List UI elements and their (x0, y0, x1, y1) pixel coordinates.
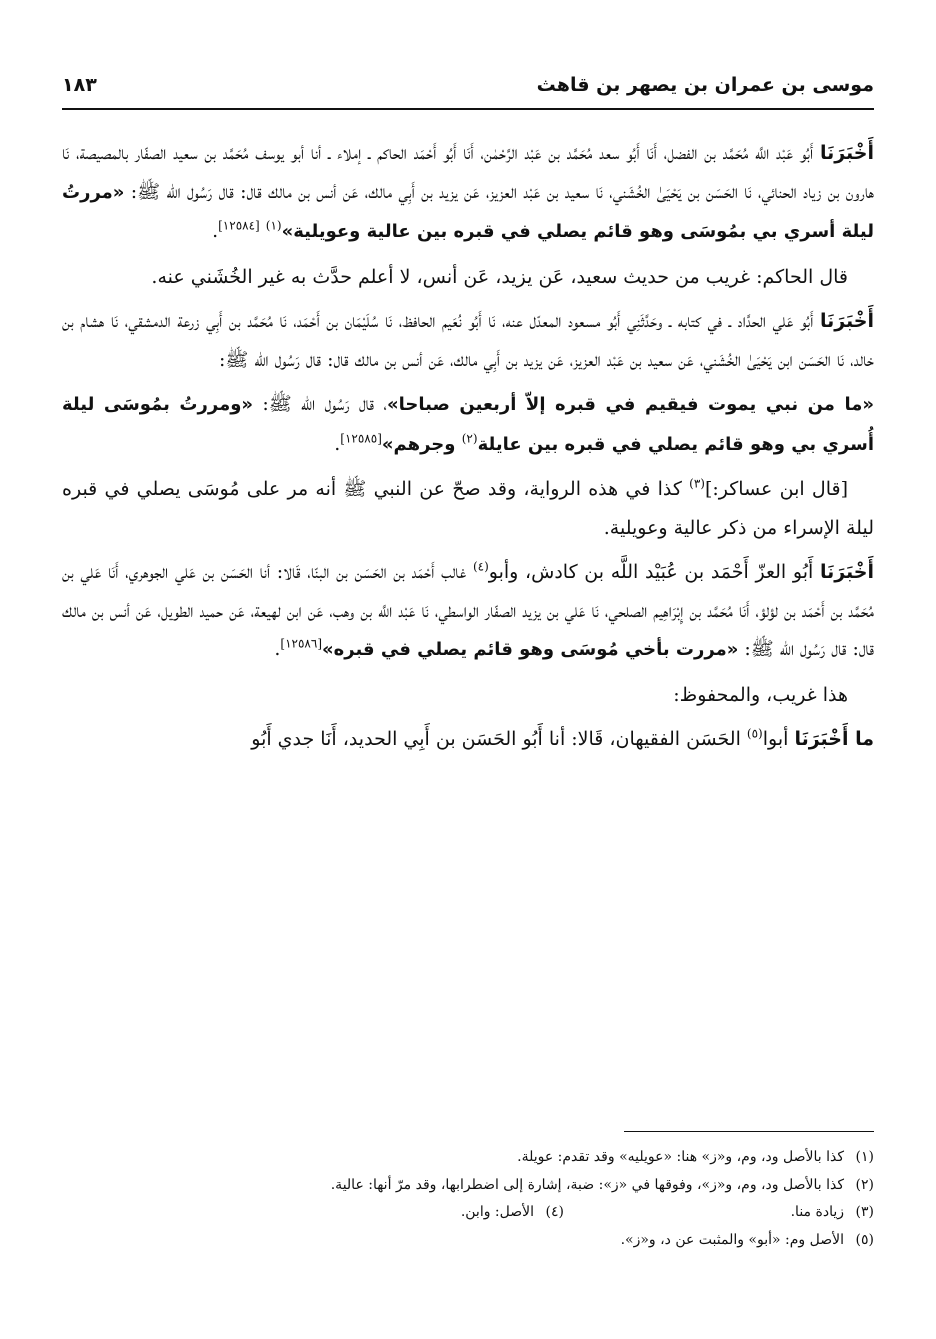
footnote-text: كذا بالأصل ود، وم، و«ز» هنا: «عويليه» وقد تقدم: عويلة. (517, 1149, 844, 1165)
footnote-text: كذا بالأصل ود، وم، و«ز»، وفوقها في «ز»: ضبة، إشارة إلى اضطرابها، وقد مرّ أنها: عالية. (330, 1176, 844, 1193)
footnote-number: (١) (855, 1149, 874, 1165)
hadith-reference: [١٢٥٨٤] (218, 218, 260, 233)
hadith-reference: [١٢٥٨٦] (280, 636, 322, 651)
paragraph-text: غالب أَحْمَد بن الحَسَن بن البنّا، قَالا: أنا الحَسَن بن عَلي الجوهري، أَنَا عَلي بن مُحَمَّد بن أَحْمَد بن لؤلؤ، أَنَا مُحَمَّد بن إِبْرَاهِيم الصلحي، نَا عَلي بن يزيد الصفّار الواسطي، نَا عَبْد اللَّه بن وهب، عَن ابن لهيعة، عَن حميد الطويل، عَن أنس بن مالك قال: قال رَسُول الله ﷺ: (62, 561, 874, 660)
main-text (62, 134, 874, 1134)
isnad-lead: أَخْبَرَنَا (819, 561, 874, 583)
footnote-marker: (٥) (746, 726, 763, 741)
paragraph-text: هذا غريب، والمحفوظ: (673, 683, 848, 706)
paragraph-text: أَبُو عَبْد اللَّه مُحَمَّد بن الفضل، أَنَا أَبُو سعد مُحَمَّد بن عَبْد الرَّحْمٰن، أَنَا أَبُو أَحْمَد الحاكم ـ إملاء ـ أنا أبو يوسف مُحَمَّد بن سعيد الصفّار بالمصيصة، نَا هارون بن زياد الحنائي، نَا الحَسَن بن يَحْيَىٰ الخُشَني، نَا سعيد بن عَبْد العزيز، عَن يزيد بن أَبِي مالك، عَن أنس بن مالك قال: قال رَسُول الله ﷺ: (62, 142, 874, 203)
paragraph-text: ، قال رَسُول الله ﷺ: (253, 393, 388, 415)
paragraph-text: [قال ابن عساكر:] (704, 478, 848, 500)
paragraph-isnad-1: أَخْبَرَنَا أَبُو عَبْد اللَّه مُحَمَّد بن الفضل، أَنَا أَبُو سعد مُحَمَّد بن عَبْد الرَّحْمٰن، أَنَا أَبُو أَحْمَد الحاكم ـ إملاء ـ أنا أبو يوسف مُحَمَّد بن سعيد الصفّار بالمصيصة، نَا هارون بن زياد الحنائي، نَا الحَسَن بن يَحْيَىٰ الخُشَني، نَا سعيد بن عَبْد العزيز، عَن يزيد بن أَبِي مالك، عَن أنس بن مالك قال: قال رَسُول الله ﷺ: «مررتُ ليلة أسري بي بمُوسَى وهو قائم يصلي في قبره بين عالية وعويلية»$^{(١)}$ [١٢٥٨٤]. (62, 142, 874, 242)
footnote (62, 1144, 874, 1172)
page-header (62, 68, 874, 110)
footnotes (62, 1144, 874, 1254)
paragraph-isnad-4 (62, 720, 874, 759)
footnote-text: الأصل: وابن. (460, 1204, 534, 1220)
hadith-text: «ما من نبي يموت فيقيم في قبره إلاّ أربعين صباحا» (387, 394, 874, 415)
paragraph-text: قال الحاكم: غريب من حديث سعيد، عَن يزيد، عَن أنس، لا أعلم حدَّث به غير الخُشَني عنه. (151, 265, 848, 288)
isnad-lead: ما أَخْبَرَنَا (794, 728, 874, 750)
paragraph-isnad-2 (62, 302, 874, 379)
paragraph-comment-3 (62, 676, 874, 715)
running-title: موسى بن عمران بن يصهر بن قاهث (536, 74, 874, 96)
paragraph-comment-1 (62, 258, 874, 297)
page-number: ١٨٣ (62, 74, 97, 96)
footnote-text: الأصل وم: «أبو» والمثبت عن د، و«ز». (620, 1231, 844, 1248)
hadith-text: «مررت بأخي مُوسَى وهو قائم يصلي في قبره» (322, 639, 739, 660)
hadith-reference: [١٢٥٨٥] (340, 431, 382, 446)
footnote (62, 1227, 874, 1255)
paragraph-text: أبوا (762, 728, 795, 750)
paragraph-text: كذا في هذه الرواية، وقد صحّ عن النبي ﷺ أنه مر على مُوسَى يصلي في قبره ليلة الإسراء من ذكر عالية وعويلية. (62, 478, 874, 539)
footnote-number: (٣) (855, 1204, 874, 1220)
footnote-marker: (٣) (689, 476, 705, 491)
paragraph-hadith-2: «ما من نبي يموت فيقيم في قبره إلاّ أربعين صباحا»، قال رَسُول الله ﷺ: «ومررتُ بمُوسَى ليلة أُسري بي وهو قائم يصلي في قبره بين عايلة$^{(٢)}$ وجرهم»[١٢٥٨٥]. (62, 393, 874, 455)
footnote (254, 1199, 564, 1227)
hadith-text: «ومررتُ بمُوسَى ليلة أُسري بي وهو قائم يصلي في قبره بين عايلة (62, 394, 874, 455)
footnote (62, 1172, 874, 1200)
footnote-number: (٢) (855, 1176, 874, 1193)
footnote-marker: (٢) (461, 431, 478, 446)
footnote-text: زيادة منا. (790, 1204, 844, 1220)
paragraph-text: الحَسَن الفقيهان، قَالا: أنا أَبُو الحَسَن بن أَبِي الحديد، أَنَا جدي أَبُو (251, 728, 747, 750)
paragraph-comment-2 (62, 470, 874, 547)
footnote-number: (٤) (545, 1204, 564, 1220)
hadith-text: وجرهم» (381, 433, 462, 455)
footnote-number: (٥) (855, 1231, 874, 1248)
isnad-lead: أَخْبَرَنَا (819, 142, 874, 164)
footnote-marker: (٤) (472, 559, 489, 574)
footnote-row (62, 1199, 874, 1227)
footnote-marker: (١) (265, 218, 282, 233)
paragraph-isnad-3: أَخْبَرَنَا أَبُو العزّ أَحْمَد بن عُبَيْد اللَّه بن كادش، وأبو$^{(٤)}$ غالب أَحْمَد بن الحَسَن بن البنّا، قَالا: أنا الحَسَن بن عَلي الجوهري، أَنَا عَلي بن مُحَمَّد بن أَحْمَد بن لؤلؤ، أَنَا مُحَمَّد بن إِبْرَاهِيم الصلحي، نَا عَلي بن يزيد الصفّار الواسطي، نَا عَبْد اللَّه بن وهب، عَن ابن لهيعة، عَن حميد الطويل، عَن أنس بن مالك قال: قال رَسُول الله ﷺ: «مررت بأخي مُوسَى وهو قائم يصلي في قبره»[١٢٥٨٦]. (62, 559, 874, 660)
footnote-divider (624, 1131, 874, 1132)
hadith-text: «مررتُ ليلة أسري بي بمُوسَى وهو قائم يصلي في قبره بين عالية وعويلية» (62, 181, 874, 242)
paragraph-text: أَبُو العزّ أَحْمَد بن عُبَيْد اللَّه بن كادش، وأبو (488, 561, 820, 583)
footnote (564, 1199, 874, 1227)
paragraph-text: أَبُو عَلي الحدَّاد ـ في كتابه ـ وحَدَّثَنِي أَبُو مسعود المعدّل عنه، نَا أَبُو نُعَيم الحافظ، نَا سُلَيْمَان بن أَحْمَد، نَا مُحَمَّد بن أَبِي زرعة الدمشقي، نَا هشام بن خالد، نَا الحَسَن ابن يَحْيَىٰ الخُشَني، عَن سعيد بن عَبْد العزيز، عَن يزيد بن أَبِي مالك، عَن أنس بن مالك قال: قال رَسُول الله ﷺ: (62, 310, 874, 371)
isnad-lead: أَخْبَرَنَا (819, 310, 874, 332)
